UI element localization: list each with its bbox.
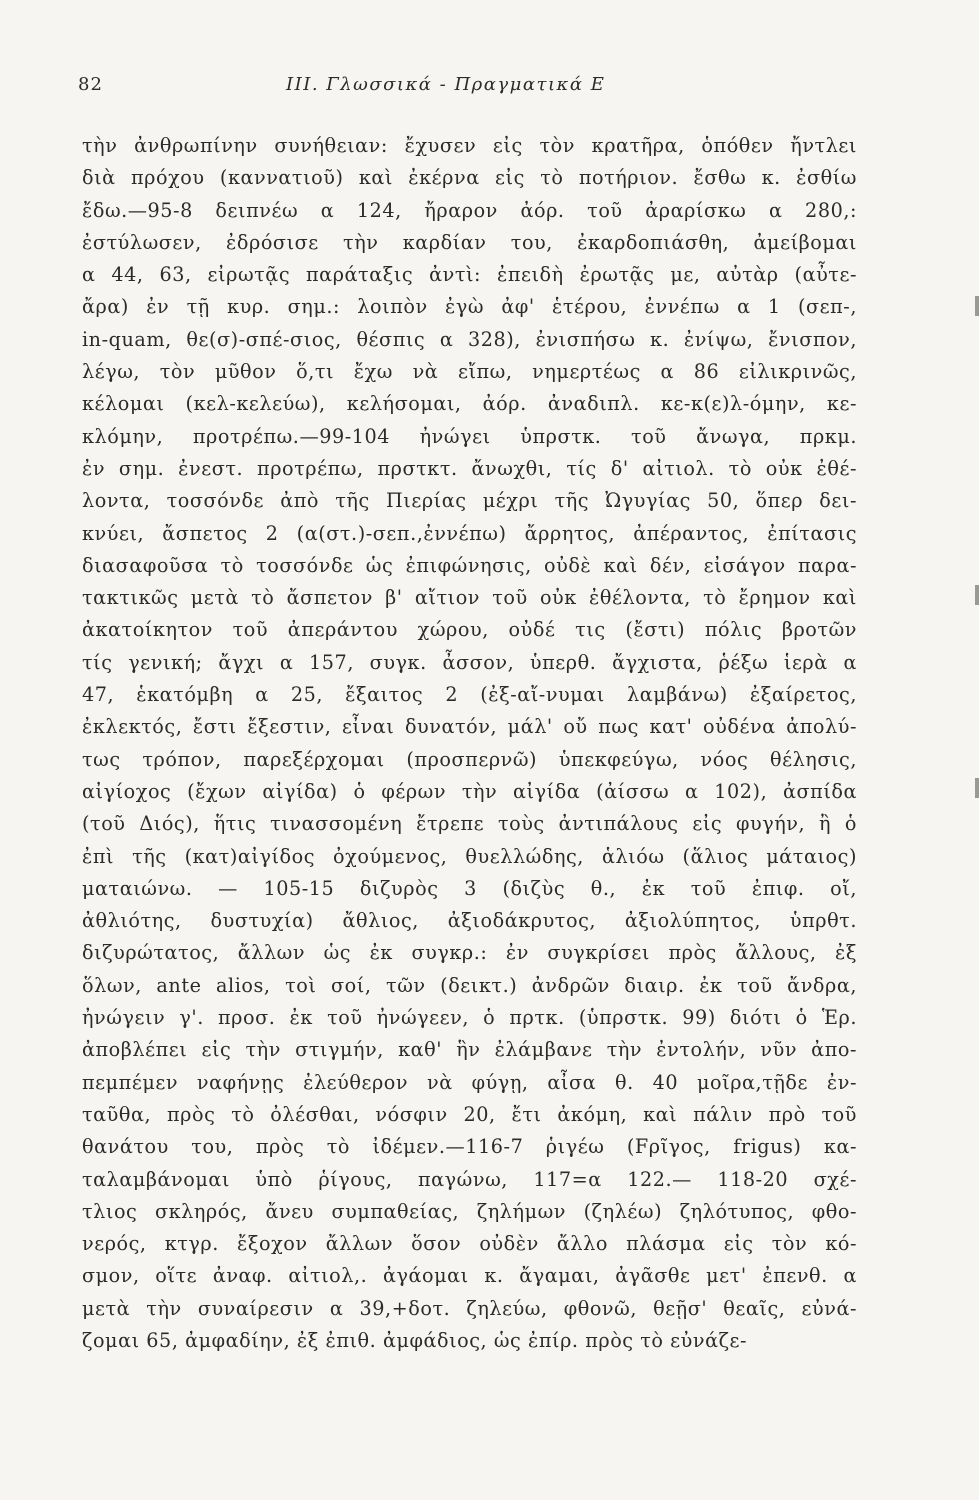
text-line: τὴν ἀνθρωπίνην συνήθειαν: ἔχυσεν εἰς τὸν κρατῆρα, ὁπόθεν ἤντλει: [82, 134, 857, 157]
scan-edge-mark: [975, 296, 979, 316]
text-line: ἀποβλέπει εἰς τὴν στιγμήν, καθ' ἣν ἐλάμβανε τὴν ἐντολήν, νῦν ἀπο-: [82, 1038, 857, 1062]
text-line: λοντα, τοσσόνδε ἀπὸ τῆς Πιερίας μέχρι τῆς Ὠγυγίας 50, ὅπερ δει-: [82, 489, 857, 513]
text-line: α 44, 63, εἰρωτᾷς παράταξις ἀντὶ: ἐπειδὴ ἐρωτᾷς με, αὐτὰρ (αὖτε-: [82, 263, 857, 287]
scan-edge-mark: [975, 585, 979, 605]
text-line: διασαφοῦσα τὸ τοσσόνδε ὡς ἐπιφώνησις, οὐδὲ καὶ δέν, εἰσάγον παρα-: [82, 553, 857, 577]
commentary-text: [82, 130, 857, 1357]
text-line: κέλομαι (κελ-κελεύω), κελήσομαι, ἀόρ. ἀναδιπλ. κε-κ(ε)λ-όμην, κε-: [82, 392, 857, 416]
text-line: ἀκατοίκητον τοῦ ἀπεράντου χώρου, οὐδέ τις (ἔστι) πόλις βροτῶν: [82, 618, 857, 642]
text-line: διὰ πρόχου (καννατιοῦ) καὶ ἐκέρνα εἰς τὸ ποτήριον. ἔσθω κ. ἐσθίω: [82, 166, 857, 190]
text-line: ὅλων, ante alios, τοὶ σοί, τῶν (δεικτ.) ἀνδρῶν διαιρ. ἐκ τοῦ ἄνδρα,: [82, 973, 857, 997]
text-line: (τοῦ Διός), ἥτις τινασσομένη ἔτρεπε τοὺς ἀντιπάλους εἰς φυγήν, ἢ ὁ: [82, 812, 857, 836]
text-line: in-quam, θε(σ)-σπέ-σιος, θέσπις α 328), ἐνισπήσω κ. ἐνίψω, ἔνισπον,: [82, 327, 857, 351]
text-line: αἰγίοχος (ἔχων αἰγίδα) ὁ φέρων τὴν αἰγίδα (ἀίσσω α 102), ἀσπίδα: [82, 779, 857, 803]
text-line: ἐν σημ. ἐνεστ. προτρέπω, πρστκτ. ἄνωχθι, τίς δ' αἰτιολ. τὸ οὐκ ἐθέ-: [82, 456, 857, 480]
text-line: ἐπὶ τῆς (κατ)αἰγίδος ὀχούμενος, θυελλώδης, ἁλιόω (ἅλιος μάταιος): [82, 844, 857, 868]
text-line: πεμπέμεν ναφήνῃς ἐλεύθερον νὰ φύγῃ, αἶσα θ. 40 μοῖρα,τῇδε ἐν-: [82, 1070, 857, 1094]
scan-edge-mark: [975, 778, 979, 798]
text-line: ἀθλιότης, δυστυχία) ἄθλιος, ἀξιοδάκρυτος, ἀξιολύπητος, ὑπρθτ.: [82, 909, 857, 933]
text-line: ζομαι 65, ἀμφαδίην, ἐξ ἐπιθ. ἀμφάδιος, ὡς ἐπίρ. πρὸς τὸ εὐνάζε-: [82, 1328, 748, 1352]
text-line: κνύει, ἄσπετος 2 (α(στ.)-σεπ.,ἐννέπω) ἄρρητος, ἀπέραντος, ἐπίτασις: [82, 521, 857, 545]
text-line: τως τρόπον, παρεξέρχομαι (προσπερνῶ) ὑπεκφεύγω, νόος θέλησις,: [82, 747, 857, 771]
text-line: τλιος σκληρός, ἄνευ συμπαθείας, ζηλήμων (ζηλέω) ζηλότυπος, φθο-: [82, 1199, 857, 1223]
text-line: ἔδω.—95-8 δειπνέω α 124, ἤραρον ἀόρ. τοῦ ἀραρίσκω α 280,:: [82, 198, 857, 222]
text-line: λέγω, τὸν μῦθον ὅ,τι ἔχω νὰ εἴπω, νημερτέως α 86 εἰλικρινῶς,: [82, 360, 857, 384]
text-line: ταλαμβάνομαι ὑπὸ ῥίγους, παγώνω, 117=α 122.— 118-20 σχέ-: [82, 1167, 857, 1191]
text-line: σμον, οἵτε ἀναφ. αἰτιολ,. ἀγάομαι κ. ἄγαμαι, ἀγᾶσθε μετ' ἐπενθ. α: [82, 1264, 857, 1288]
page-header: [78, 66, 878, 106]
text-line: διζυρώτατος, ἄλλων ὡς ἐκ συγκρ.: ἐν συγκρίσει πρὸς ἄλλους, ἐξ: [82, 941, 857, 965]
text-line: ἐκλεκτός, ἔστι ἔξεστιν, εἶναι δυνατόν, μάλ' οὔ πως κατ' οὐδένα ἀπολύ-: [82, 715, 857, 739]
page-number: 82: [78, 74, 103, 95]
text-line: θανάτου του, πρὸς τὸ ἰδέμεν.—116-7 ῥιγέω (Fρῖγος, frigus) κα-: [82, 1135, 857, 1159]
text-line: κλόμην, προτρέπω.—99-104 ἠνώγει ὑπρστκ. τοῦ ἄνωγα, πρκμ.: [82, 424, 857, 448]
text-line: ἠνώγειν γ'. προσ. ἐκ τοῦ ἠνώγεεν, ὁ πρτκ. (ὑπρστκ. 99) διότι ὁ Ἑρ.: [82, 1006, 857, 1030]
text-line: ἄρα) ἐν τῇ κυρ. σημ.: λοιπὸν ἐγὼ ἀφ' ἑτέρου, ἐννέπω α 1 (σεπ-,: [82, 295, 857, 319]
text-line: 47, ἑκατόμβη α 25, ἔξαιτος 2 (ἐξ-αἴ-νυμαι λαμβάνω) ἐξαίρετος,: [82, 683, 857, 707]
text-line: ταῦθα, πρὸς τὸ ὀλέσθαι, νόσφιν 20, ἔτι ἀκόμη, καὶ πάλιν πρὸ τοῦ: [82, 1102, 857, 1126]
text-line: τίς γενική; ἄγχι α 157, συγκ. ἆσσον, ὑπερθ. ἄγχιστα, ῥέξω ἱερὰ α: [82, 650, 857, 674]
text-line: τακτικῶς μετὰ τὸ ἄσπετον β' αἴτιον τοῦ οὐκ ἐθέλοντα, τὸ ἔρημον καὶ: [82, 586, 857, 610]
running-title: III. Γλωσσικά - Πραγματικά Ε: [286, 74, 606, 95]
text-line: ματαιώνω. — 105-15 διζυρὸς 3 (διζὺς θ., ἐκ τοῦ ἐπιφ. οἴ,: [82, 876, 857, 900]
text-line: ἐστύλωσεν, ἐδρόσισε τὴν καρδίαν του, ἐκαρδοπιάσθη, ἀμείβομαι: [82, 230, 857, 254]
text-line: νερός, κτγρ. ἔξοχον ἄλλων ὅσον οὐδὲν ἄλλο πλάσμα εἰς τὸν κό-: [82, 1232, 857, 1256]
text-line: μετὰ τὴν συναίρεσιν α 39,+δοτ. ζηλεύω, φθονῶ, θεῇσ' θεαῖς, εὐνά-: [82, 1296, 857, 1320]
